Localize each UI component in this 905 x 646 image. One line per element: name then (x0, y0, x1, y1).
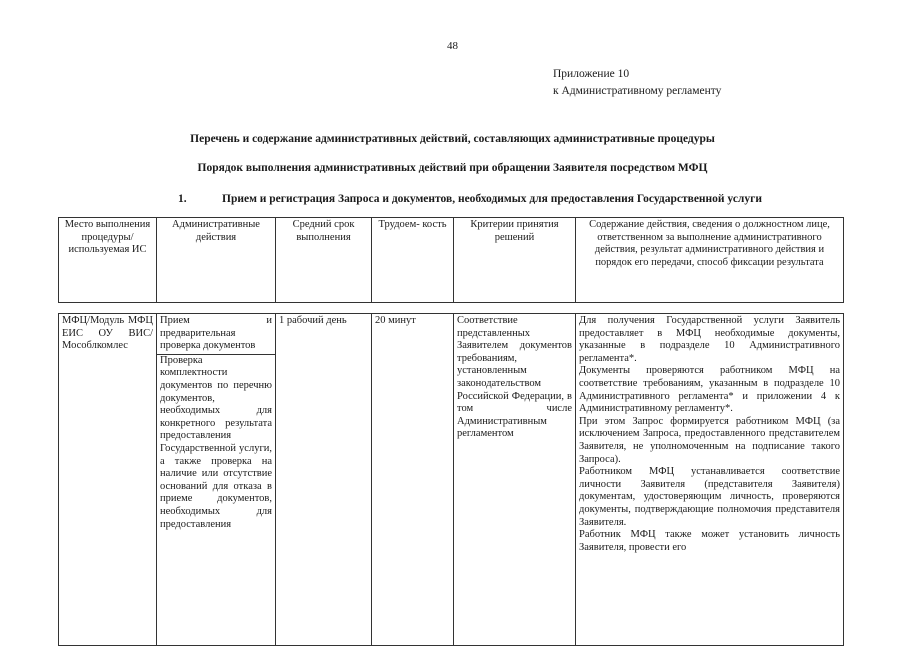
appendix-note (553, 66, 721, 100)
document-title: Перечень и содержание административных действий, составляющих административные процедуры (190, 133, 715, 145)
header-description: Содержание действия, сведения о должностном лице, ответственном за выполнение административного действия, результат административного действия и порядок его передачи, способ фиксации результата (576, 218, 844, 303)
appendix-line-1: Приложение 10 (553, 68, 630, 80)
cell-actions (157, 314, 276, 646)
table-header (58, 217, 844, 303)
header-row (59, 218, 844, 303)
action-secondary: Проверка комплектности документов по перечню документов, необходимых для конкретного результата предоставления Государственной услуги, а также проверка на наличие или отсутствие оснований для отказа в приеме документов, необходимых для предоставления (160, 354, 272, 530)
appendix-line-2: к Административному регламенту (553, 85, 722, 97)
cell-duration: 1 рабочий день (276, 314, 372, 646)
description-paragraph: Документы проверяются работником МФЦ на соответствие требованиям, указанным в подразделе 10 Административного регламента* и приложении 4 к Административному регламенту*. (579, 365, 840, 415)
description-paragraph: Работником МФЦ устанавливается соответствие личности Заявителя (представителя Заявителя) документам, удостоверяющим личность, проверяются документы, подтверждающие полномочия представителя Заявителя. (579, 466, 840, 528)
table-row (59, 314, 844, 646)
cell-description (576, 314, 844, 646)
header-place: Место выполнения процедуры/ используемая ИС (59, 218, 157, 303)
header-criteria: Критерии принятия решений (454, 218, 576, 303)
section-heading (178, 193, 762, 205)
section-title: Прием и регистрация Запроса и документов, необходимых для предоставления Государственной услуги (222, 193, 762, 205)
header-duration: Средний срок выполнения (276, 218, 372, 303)
header-actions: Административные действия (157, 218, 276, 303)
table-body (58, 313, 844, 646)
section-number: 1. (178, 193, 187, 205)
cell-labor: 20 минут (372, 314, 454, 646)
cell-criteria: Соответствие представленных Заявителем документов требованиям, установленным законодательством Российской Федерации, в том числе Административным регламентом (454, 314, 576, 646)
document-subtitle: Порядок выполнения административных действий при обращении Заявителя посредством МФЦ (197, 162, 708, 174)
action-primary: Прием и предварительная проверка документов (157, 315, 275, 355)
header-labor: Трудоем- кость (372, 218, 454, 303)
page-number: 48 (447, 40, 458, 52)
cell-place: МФЦ/Модуль МФЦ ЕИС ОУ ВИС/ Мособлкомлес (59, 314, 157, 646)
description-paragraph: При этом Запрос формируется работником МФЦ (за исключением Запроса, предоставленного представителем Заявителя, не уполномоченным на подписание такого Запроса). (579, 415, 840, 465)
description-paragraph: Для получения Государственной услуги Заявитель предоставляет в МФЦ необходимые документы, указанные в подразделе 10 Административного регламента*. (579, 315, 840, 364)
description-paragraph: Работник МФЦ также может установить личность Заявителя, провести его (579, 529, 840, 553)
